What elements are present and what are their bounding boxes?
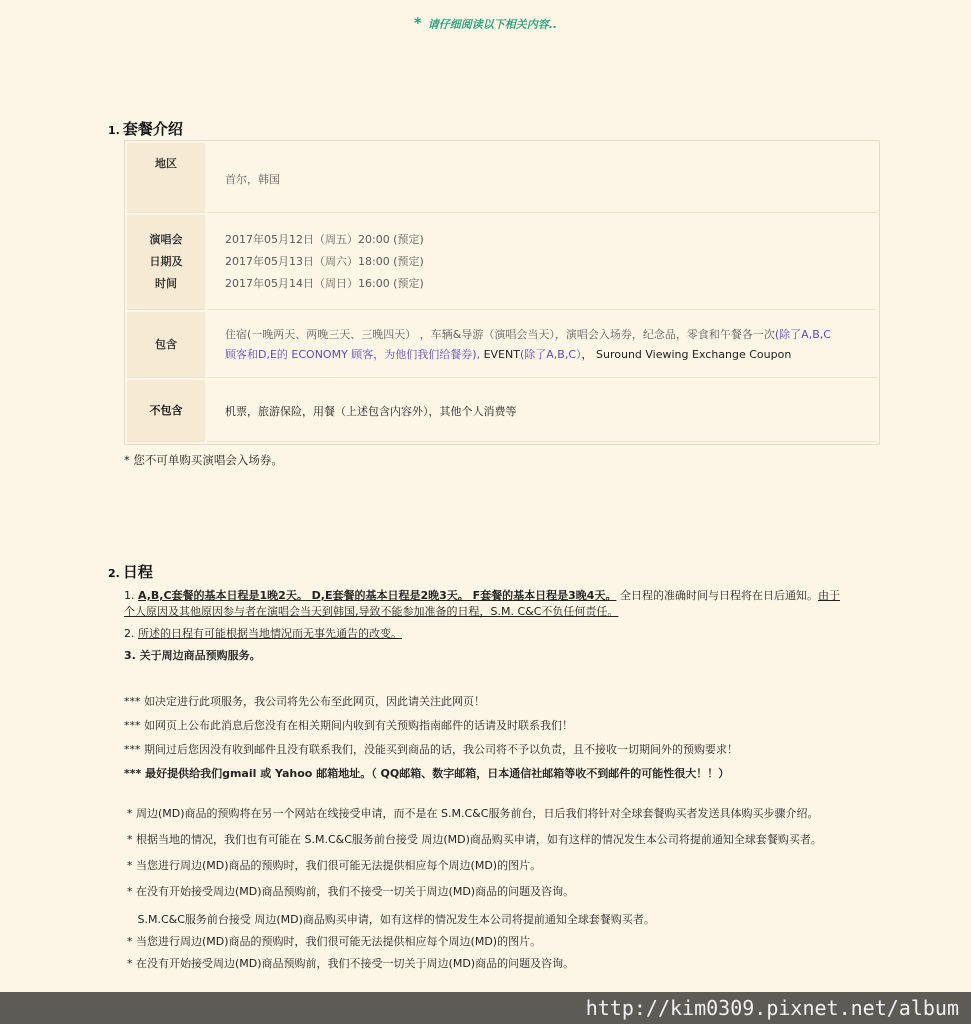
table-row-excludes bbox=[127, 380, 877, 442]
watermark-url: http://kim0309.pixnet.net/album bbox=[585, 996, 959, 1020]
md-note: S.M.C&C服务前台接受 周边(MD)商品购买申请，如有这样的情况发生本公司将提前通知全球套餐购买者。 bbox=[127, 913, 655, 926]
date-entry: 2017年05月13日（周六）18:00 (预定) bbox=[225, 255, 424, 268]
preorder-note: *** 如网页上公布此消息后您没有在相关期间内收到有关预购指南邮件的话请及时联系我们！ bbox=[124, 719, 573, 732]
md-note: * 根据当地的情况，我们也有可能在 S.M.C&C服务前台接受 周边(MD)商品购买申请，如有这样的情况发生本公司将提前通知全球套餐购买者。 bbox=[127, 833, 822, 846]
notice-star: * bbox=[413, 14, 422, 32]
schedule-list bbox=[124, 588, 854, 664]
table-row-region bbox=[127, 143, 877, 213]
includes-exception: (除了A,B,C） bbox=[519, 347, 582, 361]
ticket-note: * 您不可单购买演唱会入场券。 bbox=[124, 453, 283, 467]
schedule-item-2 bbox=[124, 626, 854, 642]
section-number: 2. bbox=[108, 567, 120, 580]
section-title-schedule bbox=[108, 561, 153, 582]
item-number: 2. bbox=[124, 627, 138, 640]
schedule-item-3: 3. 关于周边商品预购服务。 bbox=[124, 649, 261, 662]
section-title-package bbox=[108, 118, 183, 139]
label-dates bbox=[127, 215, 205, 310]
liability-note: 由于 bbox=[817, 589, 840, 602]
package-table bbox=[124, 140, 880, 445]
preorder-note: *** 期间过后您因没有收到邮件且没有联系我们，没能买到商品的话，我公司将不予以负责，且不接收一切期间外的预购要求！ bbox=[124, 743, 738, 756]
preorder-notes bbox=[124, 694, 738, 790]
md-note: * 当您进行周边(MD)商品的预购时，我们很可能无法提供相应每个周边(MD)的图片。 bbox=[127, 859, 542, 872]
section-title-text: 套餐介绍 bbox=[122, 120, 183, 138]
label-excludes: 不包含 bbox=[127, 380, 205, 442]
md-note: * 在没有开始接受周边(MD)商品预购前，我们不接受一切关于周边(MD)商品的问题及咨询。 bbox=[127, 957, 575, 970]
md-notes bbox=[127, 806, 822, 910]
table-row-includes bbox=[127, 312, 877, 378]
includes-text: 住宿(一晚两天、两晚三天、三晚四天） ，车辆&导游（演唱会当天），演唱会入场券，纪念品，零食和午餐各一次 bbox=[225, 327, 775, 341]
date-entry: 2017年05月12日（周五）20:00 (预定) bbox=[225, 233, 424, 246]
label-region: 地区 bbox=[127, 143, 205, 213]
includes-coupon: ， Suround Viewing Exchange Coupon bbox=[581, 347, 792, 361]
section-number: 1. bbox=[108, 124, 120, 137]
value-includes bbox=[207, 312, 877, 378]
includes-event: EVENT bbox=[480, 347, 520, 361]
label-dates-line: 日期及 bbox=[149, 255, 183, 268]
notice-text: 请仔细阅读以下相关内容.. bbox=[427, 18, 558, 31]
label-includes: 包含 bbox=[127, 312, 205, 378]
includes-exception: (除了A,B,C bbox=[774, 327, 831, 341]
section-title-text: 日程 bbox=[122, 563, 153, 581]
preorder-note: *** 如决定进行此项服务，我公司将先公布至此网页，因此请关注此网页！ bbox=[124, 695, 485, 708]
md-note: * 周边(MD)商品的预购将在另一个网站在线接受申请，而不是在 S.M.C&C服务前台，日后我们将针对全球套餐购买者发送具体购买步骤介绍。 bbox=[127, 807, 819, 820]
table-row-dates bbox=[127, 215, 877, 310]
label-dates-line: 演唱会 bbox=[149, 233, 183, 246]
includes-exception: 顾客和D,E的 ECONOMY 顾客，为他们我们给餐券), bbox=[225, 347, 481, 361]
value-excludes: 机票，旅游保险，用餐（上述包含内容外），其他个人消费等 bbox=[207, 380, 877, 442]
value-dates bbox=[207, 215, 877, 310]
label-dates-line: 时间 bbox=[155, 277, 177, 290]
schedule-change-note: 所述的日程有可能根据当地情况而无事先通告的改变。 bbox=[138, 627, 402, 640]
package-duration: A,B,C套餐的基本日程是1晚2天。 D,E套餐的基本日程是2晚3天。 F套餐的基本日程是3晚4天。 bbox=[138, 589, 617, 602]
schedule-notice: 全日程的准确时间与日程将在日后通知。 bbox=[619, 589, 818, 602]
preorder-note: *** 最好提供给我们gmail 或 Yahoo 邮箱地址。（ QQ邮箱、数字邮箱，日本通信社邮箱等收不到邮件的可能性很大！！） bbox=[124, 767, 730, 780]
schedule-item-1 bbox=[124, 588, 854, 620]
md-note: * 当您进行周边(MD)商品的预购时，我们很可能无法提供相应每个周边(MD)的图片。 bbox=[127, 935, 542, 948]
item-number: 1. bbox=[124, 589, 138, 602]
value-region: 首尔，韩国 bbox=[207, 143, 877, 213]
watermark-bar bbox=[0, 992, 971, 1024]
date-entry: 2017年05月14日（周日）16:00 (预定) bbox=[225, 277, 424, 290]
md-notes-repeat bbox=[127, 912, 655, 978]
md-note: * 在没有开始接受周边(MD)商品预购前，我们不接受一切关于周边(MD)商品的问题及咨询。 bbox=[127, 885, 575, 898]
liability-note: 个人原因及其他原因参与者在演唱会当天到韩国,导致不能参加准备的日程，S.M. C&C不负任何责任。 bbox=[124, 605, 619, 618]
read-notice bbox=[0, 14, 971, 32]
